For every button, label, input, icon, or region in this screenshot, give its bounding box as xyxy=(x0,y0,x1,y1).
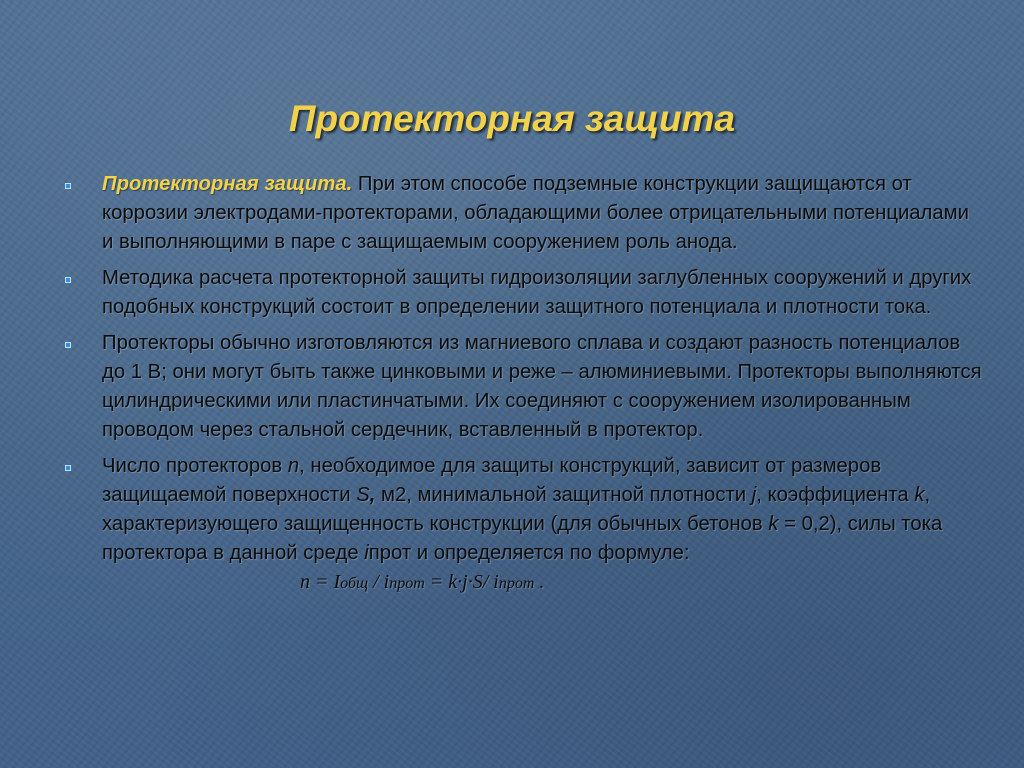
bullet-item-protector-count xyxy=(64,452,984,598)
bullet-text: Число протекторов xyxy=(102,455,288,477)
variable-n: n xyxy=(287,455,300,477)
formula-eq: = xyxy=(424,571,449,593)
bullet-text: Методика расчета протекторной защиты гидроизоляции заглубленных сооружений и других подобных конструкций состоит в определении защитного потенциала и плотности тока. xyxy=(102,267,972,318)
bullet-text: При этом способе подземные конструкции защищаются от коррозии электродами-протекторами, обладающими более отрицательными потенциалами и выполняющими в паре с защищаемым сооружением роль анода. xyxy=(102,173,969,253)
bullet-item-protector-materials xyxy=(64,329,984,445)
formula xyxy=(300,568,544,598)
formula-i: i xyxy=(383,571,390,593)
formula-i-sub: прот xyxy=(498,575,535,592)
formula-i-sub: прот xyxy=(389,575,425,592)
variable-s: S xyxy=(356,484,370,506)
square-bullet-icon xyxy=(65,342,71,348)
bullet-text: , характеризующего защищенность конструкции (для обычных бетонов xyxy=(102,484,931,535)
variable-i: i xyxy=(364,542,369,564)
formula-I: I xyxy=(333,571,341,593)
bullet-text: м2, минимальной защитной плотности xyxy=(375,484,752,506)
square-bullet-icon xyxy=(65,277,71,283)
formula-kjs: k·j·S xyxy=(448,571,483,593)
bullet-text: прот и определяется по формуле: xyxy=(368,542,690,564)
variable-k: k xyxy=(768,513,779,535)
formula-slash: / xyxy=(368,571,384,593)
bullet-text: , необходимое для защиты конструкций, зависит от размеров защищаемой поверхности xyxy=(102,455,882,506)
bold-comma: , xyxy=(369,484,376,506)
accent-term: Протекторная защита xyxy=(102,173,347,195)
formula-I-sub: общ xyxy=(340,575,369,592)
bullet-text: Протекторы обычно изготовляются из магниевого сплава и создают разность потенциалов до 1 В; они могут быть также цинковыми и реже – алюминиевыми. Протекторы выполняются цилиндрическими или пластинчатыми. Их соединяют с сооружением изолированным проводом через стальной сердечник, вставленный в протектор. xyxy=(102,332,982,441)
formula-n: n xyxy=(300,571,310,593)
bullet-text: = 0,2), силы тока протектора в данной среде xyxy=(102,513,943,564)
square-bullet-icon xyxy=(65,465,71,471)
bullet-item-protector-definition xyxy=(64,170,984,257)
bullet-text: , коэффициента xyxy=(756,484,915,506)
square-bullet-icon xyxy=(65,183,71,189)
variable-k: k xyxy=(914,484,925,506)
formula-end: . xyxy=(534,571,545,593)
accent-period: . xyxy=(346,173,353,195)
bullet-item-calculation-method xyxy=(64,264,984,322)
slide-title: Протекторная защита xyxy=(288,98,736,139)
formula-eq: = xyxy=(310,571,334,593)
variable-j: j xyxy=(751,484,757,506)
bullet-list xyxy=(64,170,984,605)
formula-i: i xyxy=(493,571,499,593)
formula-slash: / xyxy=(482,571,494,593)
